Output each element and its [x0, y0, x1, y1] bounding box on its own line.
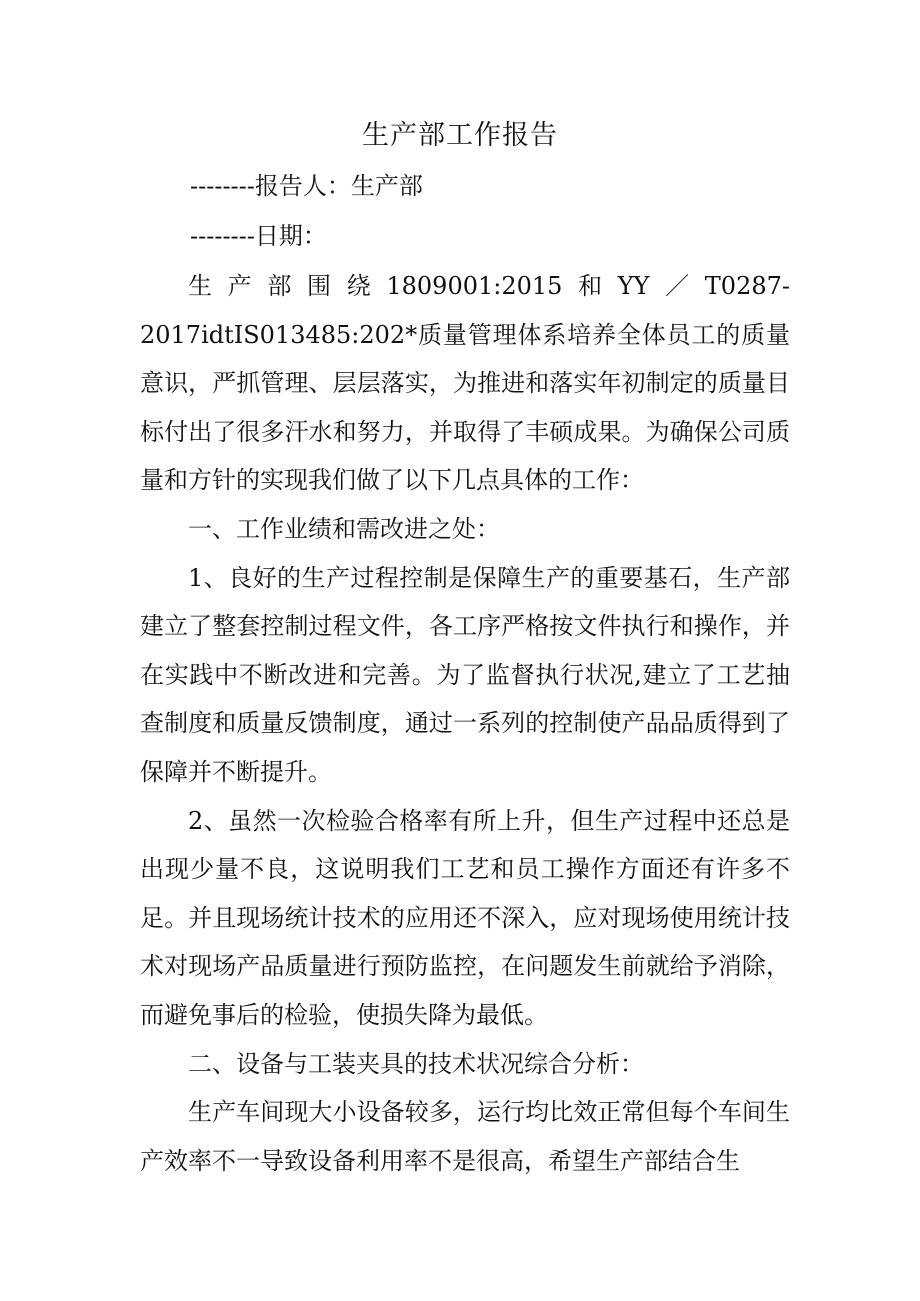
document-body	[140, 262, 790, 1185]
section-heading-1: 一、工作业绩和需改进之处：	[188, 514, 500, 543]
section-heading-2: 二、设备与工装夹具的技术状况综合分析：	[188, 1049, 644, 1078]
paragraph-item-1: 1、良好的生产过程控制是保障生产的重要基石，生产部建立了整套控制过程文件，各工序严格按文件执行和操作，并在实践中不断改进和完善。为了监督执行状况,建立了工艺抽查制度和质量反馈制度，通过一系列的控制使产品品质得到了保障并不断提升。	[140, 563, 790, 786]
intro-paragraph: 生产部围绕1809001:2015和YY／T0287-2017idtIS013485:202*质量管理体系培养全体员工的质量意识，严抓管理、层层落实，为推进和落实年初制定的质量目标付出了很多汗水和努力，并取得了丰硕成果。为确保公司质量和方针的实现我们做了以下几点具体的工作：	[140, 272, 790, 495]
reporter-line: --------报告人：生产部	[190, 172, 423, 200]
equipment-paragraph: 生产车间现大小设备较多，运行均比效正常但每个车间生产效率不一导致设备利用率不是很高，希望生产部结合生	[140, 1098, 790, 1175]
document-title: 生产部工作报告	[362, 120, 558, 151]
paragraph-item-2: 2、虽然一次检验合格率有所上升，但生产过程中还总是出现少量不良，这说明我们工艺和员工操作方面还有许多不足。并且现场统计技术的应用还不深入，应对现场使用统计技术对现场产品质量进行预防监控，在问题发生前就给予消除，而避免事后的检验，使损失降为最低。	[140, 806, 790, 1029]
date-line: --------日期：	[190, 222, 327, 250]
